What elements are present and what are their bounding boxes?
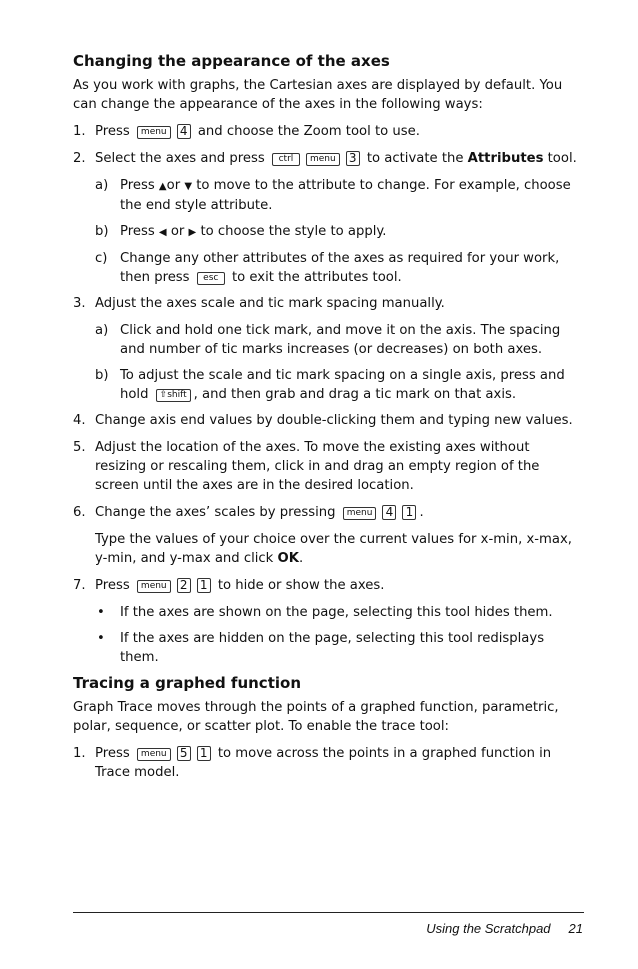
key-4: 4 [177,124,191,139]
note-text: . [298,551,304,566]
key-3: 3 [346,151,360,166]
up-arrow-icon: ▲ [158,181,167,192]
step-text: Change any other attributes of the axes as required for your work, [120,251,560,266]
menu-key: menu [137,748,171,761]
step-text: to move across the points in a graphed function in Trace model. [95,746,552,780]
step-text: to activate the [366,151,464,166]
step-text: or [170,224,185,239]
step-number: 1. [73,746,86,761]
step-2 [73,149,583,168]
bullet-icon: • [97,605,105,620]
step-2a [73,176,583,215]
step-text: , and then grab and drag a tic mark on that axis. [193,387,517,402]
substep-letter: c) [95,251,108,266]
substep-letter: a) [95,178,109,193]
step-text: Press [95,746,130,761]
step-text: Adjust the axes scale and tic mark spacing manually. [95,296,445,311]
step-number: 3. [73,296,86,311]
step-number: 5. [73,440,86,455]
shift-key: ⇧shift [156,389,191,402]
step-text: Change the axes’ scales by pressing [95,505,336,520]
esc-key: esc [197,272,225,285]
substep-letter: b) [95,368,109,383]
left-arrow-icon: ◀ [158,227,167,238]
note-text: Type the values of your choice over the current values for x-min, x-max, y-min, and y-max and click [95,532,572,566]
key-1: 1 [197,746,211,761]
substep-letter: a) [95,323,109,338]
step-text: and choose the Zoom tool to use. [197,124,420,139]
footer-title: Using the Scratchpad [426,921,551,936]
step-number: 1. [73,124,86,139]
step-text: Change axis end values by double-clicking them and typing new values. [95,413,573,428]
step-6 [73,503,583,522]
key-1: 1 [197,578,211,593]
key-1: 1 [402,505,416,520]
down-arrow-icon: ▼ [184,181,193,192]
step-text: to move to the attribute to change. For example, choose the end style attribute. [120,178,571,213]
step-number: 7. [73,578,86,593]
page-footer [73,921,583,936]
step-text: Press [120,178,155,193]
page-number: 21 [568,921,583,936]
step-number: 2. [73,151,86,166]
step-text: To adjust the scale and tic mark spacing on a single axis, press and [120,368,565,383]
bullet-item [73,603,583,622]
step-7 [73,576,583,595]
section-heading-trace: Tracing a graphed function [73,674,301,692]
step-1 [73,122,583,141]
step-text: Select the axes and press [95,151,265,166]
step-text: or [166,178,181,193]
step-2b [73,222,583,242]
key-2: 2 [177,578,191,593]
step-text: Press [95,124,130,139]
menu-key: menu [343,507,377,520]
step-text: then press [120,270,190,285]
step-text: to hide or show the axes. [217,578,385,593]
menu-key: menu [137,126,171,139]
step-3a [73,321,583,359]
ctrl-key: ctrl [272,153,300,166]
step-3 [73,294,583,313]
step-2c [73,249,583,287]
section-heading-axes: Changing the appearance of the axes [73,52,390,70]
step-4 [73,411,583,430]
trace-step-1 [73,744,583,782]
trace-intro-paragraph: Graph Trace moves through the points of a graphed function, parametric, polar, sequence, or scatter plot. To enable the trace tool: [73,700,559,734]
step-number: 4. [73,413,86,428]
step-3b [73,366,583,404]
attributes-term: Attributes [467,151,544,166]
step-text: to choose the style to apply. [200,224,387,239]
key-5: 5 [177,746,191,761]
right-arrow-icon: ▶ [188,227,197,238]
footer-divider [73,912,584,913]
key-4: 4 [382,505,396,520]
step-6-note [73,530,583,568]
bullet-item [73,629,583,667]
step-text: . [419,505,424,520]
menu-key: menu [137,580,171,593]
bullet-text: If the axes are hidden on the page, selecting this tool redisplays them. [120,631,545,665]
step-text: tool. [547,151,577,166]
step-number: 6. [73,505,86,520]
step-text: Adjust the location of the axes. To move the existing axes without resizing or rescaling them, click in and drag an empty region of the screen until the axes are in the desired location. [95,440,540,493]
step-text: Click and hold one tick mark, and move it on the axis. The spacing and number of tic marks increases (or decreases) on both axes. [120,323,561,357]
ok-term: OK [277,551,299,566]
intro-paragraph: As you work with graphs, the Cartesian axes are displayed by default. You can change the appearance of the axes in the following ways: [73,78,563,112]
step-text: Press [120,224,155,239]
step-text: to exit the attributes tool. [231,270,402,285]
substep-letter: b) [95,224,109,239]
page-content [73,52,583,790]
bullet-text: If the axes are shown on the page, selecting this tool hides them. [120,605,553,620]
menu-key: menu [306,153,340,166]
bullet-icon: • [97,631,105,646]
step-text: Press [95,578,130,593]
step-text: hold [120,387,149,402]
step-5 [73,438,583,495]
